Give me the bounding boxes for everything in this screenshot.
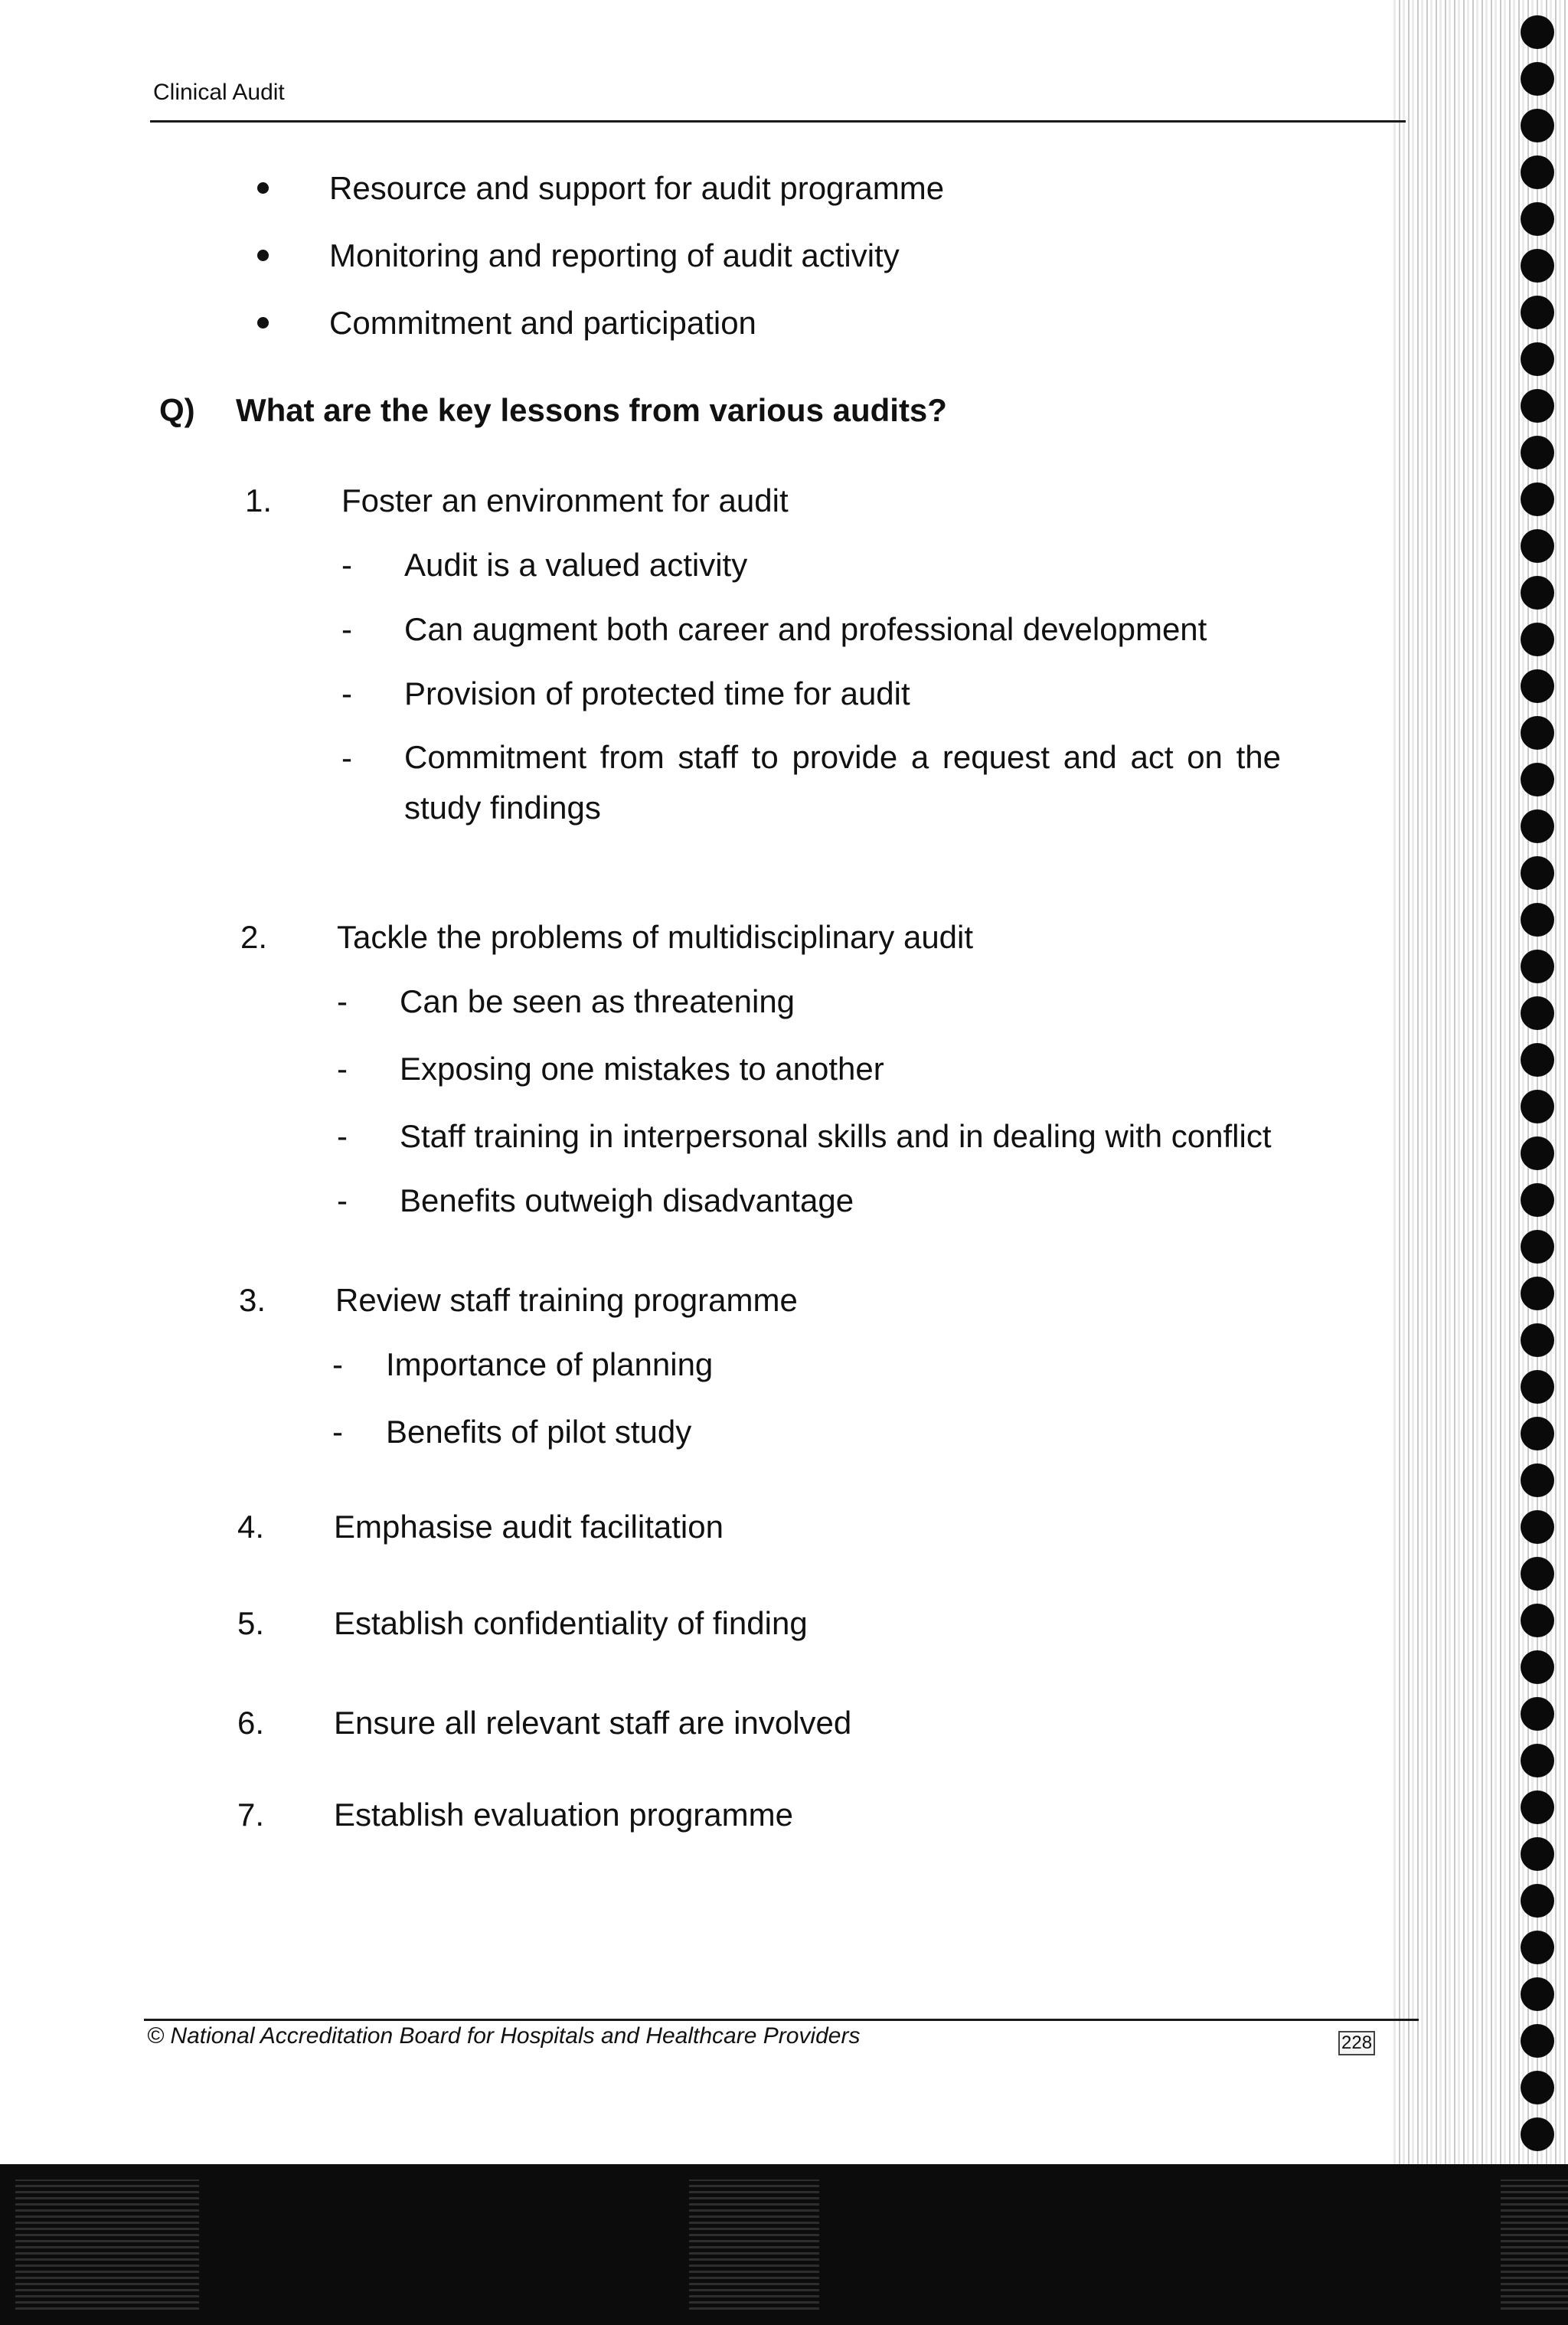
dash-marker: - (337, 1118, 348, 1154)
bullet-item (253, 236, 1325, 303)
dash-marker: - (337, 983, 348, 1019)
dash-marker: - (337, 1051, 348, 1087)
binding-hole-icon (1521, 1884, 1554, 1918)
lesson-point-text: Exposing one mistakes to another (400, 1051, 884, 1087)
binding-hole-icon (1521, 2071, 1554, 2104)
binding-hole-icon (1521, 809, 1554, 843)
page-number: 228 (1338, 2031, 1375, 2055)
lesson-title: Establish confidentiality of finding (334, 1605, 808, 1641)
lesson-number: 4. (237, 1509, 265, 1545)
binding-hole-icon (1521, 1604, 1554, 1637)
scan-noise (1501, 2179, 1568, 2310)
lesson-title: Review staff training programme (335, 1282, 798, 1318)
binding-hole-icon (1521, 1510, 1554, 1544)
bullet-text: Monitoring and reporting of audit activity (329, 237, 900, 273)
bullet-item (253, 168, 1325, 236)
lesson-point-text: Benefits of pilot study (386, 1414, 692, 1450)
binding-hole-icon (1521, 1744, 1554, 1777)
binding-hole-icon (1521, 1931, 1554, 1964)
binding-hole-icon (1521, 1043, 1554, 1077)
binding-hole-icon (1521, 1697, 1554, 1731)
question-text: What are the key lessons from various audits? (236, 392, 947, 428)
binding-hole-icon (1521, 1090, 1554, 1123)
footer-rule (144, 2019, 1419, 2021)
binding-hole-icon (1521, 1277, 1554, 1310)
dash-marker: - (341, 675, 352, 711)
binding-hole-icon (1521, 155, 1554, 189)
lesson-number: 3. (239, 1282, 266, 1318)
binding-hole-icon (1521, 716, 1554, 750)
bullet-dot-icon (257, 317, 269, 329)
question-heading (159, 392, 947, 429)
binding-hole-icon (1521, 1557, 1554, 1591)
bullet-list (253, 168, 1325, 371)
lesson-number: 7. (237, 1797, 265, 1833)
lesson-point-text: Commitment from staff to provide a request and act on the study findings (404, 739, 1281, 826)
binding-hole-icon (1521, 950, 1554, 983)
lesson-title: Tackle the problems of multidisciplinary audit (337, 919, 974, 955)
scan-noise (689, 2179, 819, 2310)
binding-hole-icon (1521, 623, 1554, 656)
binding-hole-icon (1521, 2117, 1554, 2151)
binding-hole-icon (1521, 249, 1554, 283)
lesson-point-text: Staff training in interpersonal skills and in dealing with conflict (400, 1118, 1272, 1154)
dash-marker: - (337, 1182, 348, 1218)
bullet-dot-icon (257, 250, 269, 261)
binding-hole-icon (1521, 1183, 1554, 1217)
binding-hole-icon (1521, 903, 1554, 937)
dash-marker: - (332, 1414, 343, 1450)
binding-hole-icon (1521, 669, 1554, 703)
lesson-title: Emphasise audit facilitation (334, 1509, 724, 1545)
binding-hole-icon (1521, 576, 1554, 610)
binding-hole-icon (1521, 62, 1554, 96)
bullet-dot-icon (257, 182, 269, 194)
lesson-point-text: Provision of protected time for audit (404, 675, 910, 711)
dash-marker: - (332, 1346, 343, 1382)
bullet-text: Commitment and participation (329, 305, 756, 341)
lesson-number: 6. (237, 1705, 265, 1741)
lesson-number: 5. (237, 1605, 265, 1641)
binding-hole-icon (1521, 296, 1554, 329)
scan-noise (15, 2179, 199, 2310)
binding-hole-icon (1521, 1230, 1554, 1264)
binding-hole-icon (1521, 1650, 1554, 1684)
binding-hole-icon (1521, 1417, 1554, 1450)
binding-hole-icon (1521, 763, 1554, 796)
dash-marker: - (341, 611, 352, 647)
binding-hole-icon (1521, 15, 1554, 49)
binding-hole-icon (1521, 1837, 1554, 1871)
binding-hole-icon (1521, 1977, 1554, 2011)
binding-hole-icon (1521, 1463, 1554, 1497)
lesson-point-text: Benefits outweigh disadvantage (400, 1182, 854, 1218)
binding-hole-icon (1521, 1136, 1554, 1170)
binding-hole-icon (1521, 482, 1554, 516)
binding-hole-icon (1521, 342, 1554, 376)
binding-hole-icon (1521, 1323, 1554, 1357)
lesson-point-text: Can augment both career and professional development (404, 611, 1207, 647)
lesson-number: 2. (240, 919, 268, 955)
header-rule (150, 120, 1406, 123)
lesson-point-text: Can be seen as threatening (400, 983, 795, 1019)
binding-hole-icon (1521, 436, 1554, 469)
question-marker: Q) (159, 392, 195, 428)
lesson-title: Ensure all relevant staff are involved (334, 1705, 852, 1741)
scan-shadow-bottom (0, 2164, 1568, 2325)
binding-hole-icon (1521, 389, 1554, 423)
binding-hole-icon (1521, 996, 1554, 1030)
dash-marker: - (341, 740, 352, 776)
lesson-title: Foster an environment for audit (341, 482, 789, 518)
lesson-title: Establish evaluation programme (334, 1797, 793, 1833)
binding-hole-icon (1521, 109, 1554, 142)
dash-marker: - (341, 547, 352, 583)
page-header-title: Clinical Audit (153, 80, 285, 105)
binding-hole-icon (1521, 1790, 1554, 1824)
binding-hole-icon (1521, 202, 1554, 236)
binding-hole-icon (1521, 856, 1554, 890)
bullet-text: Resource and support for audit programme (329, 170, 945, 206)
lesson-point-text: Importance of planning (386, 1346, 714, 1382)
bullet-item (253, 303, 1325, 371)
binding-hole-icon (1521, 529, 1554, 563)
footer-copyright: © National Accreditation Board for Hospitals and Healthcare Providers (147, 2023, 861, 2049)
lesson-point-text: Audit is a valued activity (404, 547, 748, 583)
lesson-number: 1. (245, 482, 273, 518)
binding-hole-icon (1521, 2024, 1554, 2058)
binding-hole-icon (1521, 1370, 1554, 1404)
binding-holes (1499, 0, 1568, 2325)
